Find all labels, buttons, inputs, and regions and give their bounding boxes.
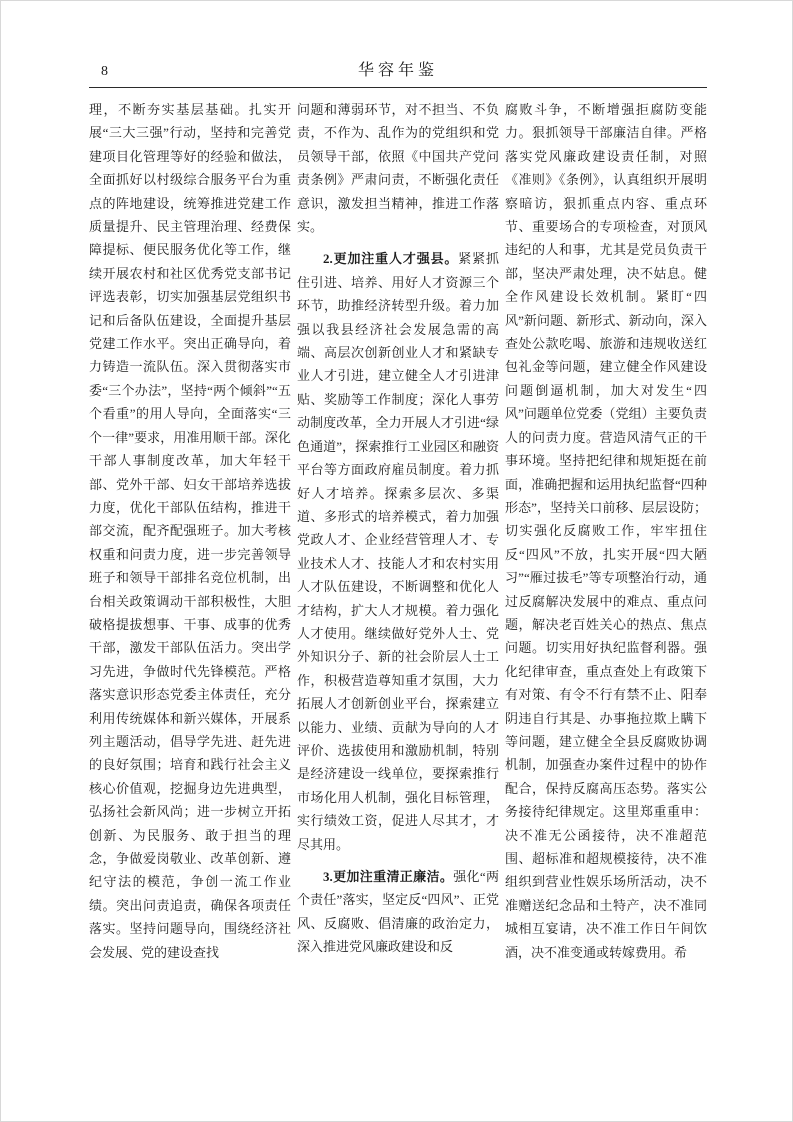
page-header [89,57,707,88]
paragraph-text: 问题和薄弱环节，对不担当、不负责，不作为、乱作为的党组织和党员领导干部，依照《中国共产党问责条例》严肃问责，不断强化责任意识，激发担当精神，推进工作落实。 [297,102,499,235]
paragraph-text: 紧紧抓住引进、培养、用好人才资源三个环节，助推经济转型升级。着力加强以我县经济社会发展急需的高端、高层次创新创业人才和紧缺专业人才引进，建立健全人才引进津贴、奖励等工作制度；深化人事劳动制度改革，全力开展人才引进“绿色通道”，探索推行工业园区和融资平台等方面政府雇员制度。着力抓好人才培养。探索多层次、多渠道、多形式的培养模式，着力加强党政人才、企业经营管理人才、专业技术人才、技能人才和农村实用人才队伍建设，不断调整和优化人才结构，扩大人才规模。着力强化人才使用。继续做好党外人士、党外知识分子、新的社会阶层人士工作，积极营造尊知重才氛围，大力拓展人才创新创业平台，探索建立以能力、业绩、贡献为导向的人才评价、选拔使用和激励机制，特别是经济建设一线单位，要探索推行市场化用人机制，强化目标管理，实行绩效工资，促进人尽其才，才尽其用。 [297,251,499,852]
journal-title: 华容年鉴 [357,62,438,79]
column-3 [505,98,707,964]
paragraph-continued [505,98,707,964]
paragraph-text: 强化“两个责任”落实，坚定反“四风”、正党风、反腐败、倡清廉的政治定力，深入推进党风廉政建设和反 [297,869,499,955]
paragraph-lead: 2.更加注重人才强县。 [323,251,459,267]
text-columns [89,98,707,964]
paragraph-continued [89,98,291,964]
paragraph-lead: 3.更加注重清正廉洁。 [323,869,454,884]
paragraph-talent [297,247,499,856]
column-1 [89,98,291,964]
paragraph-integrity [297,865,499,959]
paragraph-text: 腐败斗争，不断增强拒腐防变能力。狠抓领导干部廉洁自律。严格落实党风廉政建设责任制，对照《准则》《条例》，认真组织开展明察暗访，狠抓重点内容、重点环节、重要场合的专项检查，对顶风违纪的人和事，尤其是党员负责干部，坚决严肃处理，决不姑息。健全作风建设长效机制。紧盯“四风”新问题、新形式、新动向，深入查处公款吃喝、旅游和违规收送红包礼金等问题，建立健全作风建设问题倒逼机制，加大对发生“四风”问题单位党委（党组）主要负责人的问责力度。营造风清气正的干事环境。坚持把纪律和规矩挺在前面，准确把握和运用执纪监督“四种形态”，坚持关口前移、层层设防；切实强化反腐败工作，牢牢扭住反“四风”不放，扎实开展“四大陋习”“雁过拔毛”等专项整治行动，通过反腐解决发展中的难点、重点问题，解决老百姓关心的热点、焦点问题。切实用好执纪监督利器。强化纪律审查，重点查处上有政策下有对策、有令不行有禁不止、阳奉阴违自行其是、办事拖拉欺上瞒下等问题，建立健全全县反腐败协调机制，加强查办案件过程中的协作配合，保持反腐高压态势。落实公务接待纪律规定。这里郑重重申：决不准无公函接待，决不准超范围、超标准和超规模接待，决不准组织到营业性娱乐场所活动，决不准赠送纪念品和土特产，决不准同城相互宴请，决不准工作日午间饮酒，决不准变通或转嫁费用。希 [505,102,707,960]
paragraph-text: 理，不断夯实基层基础。扎实开展“三大三强”行动，坚持和完善党建项目化管理等好的经验和做法，全面抓好以村级综合服务平台为重点的阵地建设，统筹推进党建工作质量提升、民主管理治理、经费保障提标、便民服务优化等工作，继续开展农村和社区优秀党支部书记评选表彰，切实加强基层党组织书记和后备队伍建设，全面提升基层党建工作水平。突出正确导向，着力铸造一流队伍。深入贯彻落实市委“三个办法”，坚持“两个倾斜”“五个看重”的用人导向，全面落实“三个一律”要求，用准用顺干部。深化干部人事制度改革，加大年轻干部、党外干部、妇女干部培养选拔力度，优化干部队伍结构，推进干部交流，配齐配强班子。加大考核权重和问责力度，进一步完善领导班子和领导干部排名竞位机制，出台相关政策调动干部积极性，大胆破格提拔想事、干事、成事的优秀干部，激发干部队伍活力。突出学习先进，争做时代先锋模范。严格落实意识形态党委主体责任，充分利用传统媒体和新兴媒体，开展系列主题活动，倡导学先进、赶先进的良好氛围；培育和践行社会主义核心价值观，挖掘身边先进典型，弘扬社会新风尚；进一步树立开拓创新、为民服务、敢于担当的理念，争做爱岗敬业、改革创新、遵纪守法的模范，争创一流工作业绩。突出问责追责，确保各项责任落实。坚持问题导向，围绕经济社会发展、党的建设查找 [89,102,291,960]
page-number: 8 [101,64,108,79]
paragraph-continued [297,98,499,238]
column-2 [297,98,499,964]
